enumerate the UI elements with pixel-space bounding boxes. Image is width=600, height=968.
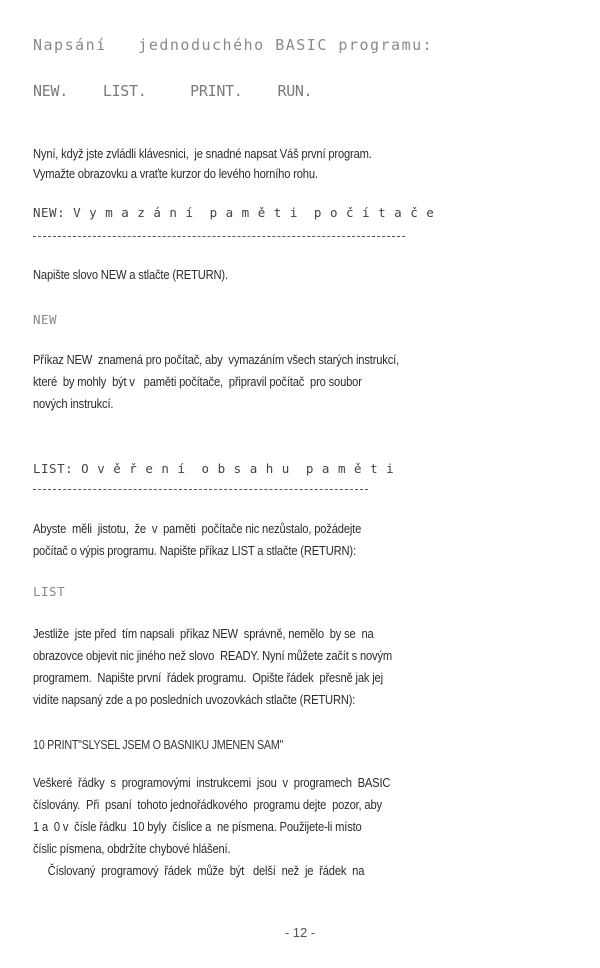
page-number: - 12 -: [284, 925, 316, 940]
list-explanation-line: vidíte napsaný zde a po posledních uvozovkách stlačte (RETURN):: [33, 692, 356, 707]
list-instruction-line: počítač o výpis programu. Napište příkaz LIST a stlačte (RETURN):: [33, 543, 356, 558]
program-code-line: 10 PRINT"SLYSEL JSEM O BASNIKU JMENEN SAM": [33, 738, 284, 752]
section-divider: [33, 236, 405, 237]
page-header: Napsání jednoduchého BASIC programu:: [33, 36, 434, 54]
new-explanation-line: nových instrukcí.: [33, 396, 114, 411]
new-explanation-line: které by mohly být v paměti počítače, připravil počítač pro soubor: [33, 374, 362, 389]
closing-line: Číslovaný programový řádek může být delší než je řádek na: [33, 863, 365, 878]
intro-line: Vymažte obrazovku a vraťte kurzor do levého horního rohu.: [33, 166, 318, 181]
list-explanation-line: Jestliže jste před tím napsali příkaz NEW správně, nemělo by se na: [33, 626, 374, 641]
closing-line: číslic písmena, obdržíte chybové hlášení.: [33, 841, 231, 856]
new-explanation-line: Příkaz NEW znamená pro počítač, aby vymazáním všech starých instrukcí,: [33, 352, 400, 367]
section-new-title: NEW: V y m a z á n í p a m ě t i p o č í t a č e: [33, 205, 435, 220]
new-example: NEW: [33, 312, 58, 327]
list-example: LIST: [33, 584, 66, 599]
section-list-title: LIST: O v ě ř e n í o b s a h u p a m ě t i: [33, 461, 395, 476]
commands-subtitle: NEW. LIST. PRINT. RUN.: [33, 82, 313, 100]
closing-line: Veškeré řádky s programovými instrukcemi jsou v programech BASIC: [33, 775, 391, 790]
new-instruction: Napište slovo NEW a stlačte (RETURN).: [33, 267, 228, 282]
section-divider: [33, 489, 368, 490]
list-explanation-line: programem. Napište první řádek programu. Opište řádek přesně jak jej: [33, 670, 383, 685]
closing-line: číslovány. Při psaní tohoto jednořádkového programu dejte pozor, aby: [33, 797, 382, 812]
list-explanation-line: obrazovce objevit nic jiného než slovo READY. Nyní můžete začít s novým: [33, 648, 393, 663]
closing-line: 1 a 0 v čísle řádku 10 byly číslice a ne písmena. Použijete-li místo: [33, 819, 362, 834]
intro-line: Nyní, když jste zvládli klávesnici, je snadné napsat Váš první program.: [33, 146, 372, 161]
list-instruction-line: Abyste měli jistotu, že v paměti počítače nic nezůstalo, požádejte: [33, 521, 362, 536]
